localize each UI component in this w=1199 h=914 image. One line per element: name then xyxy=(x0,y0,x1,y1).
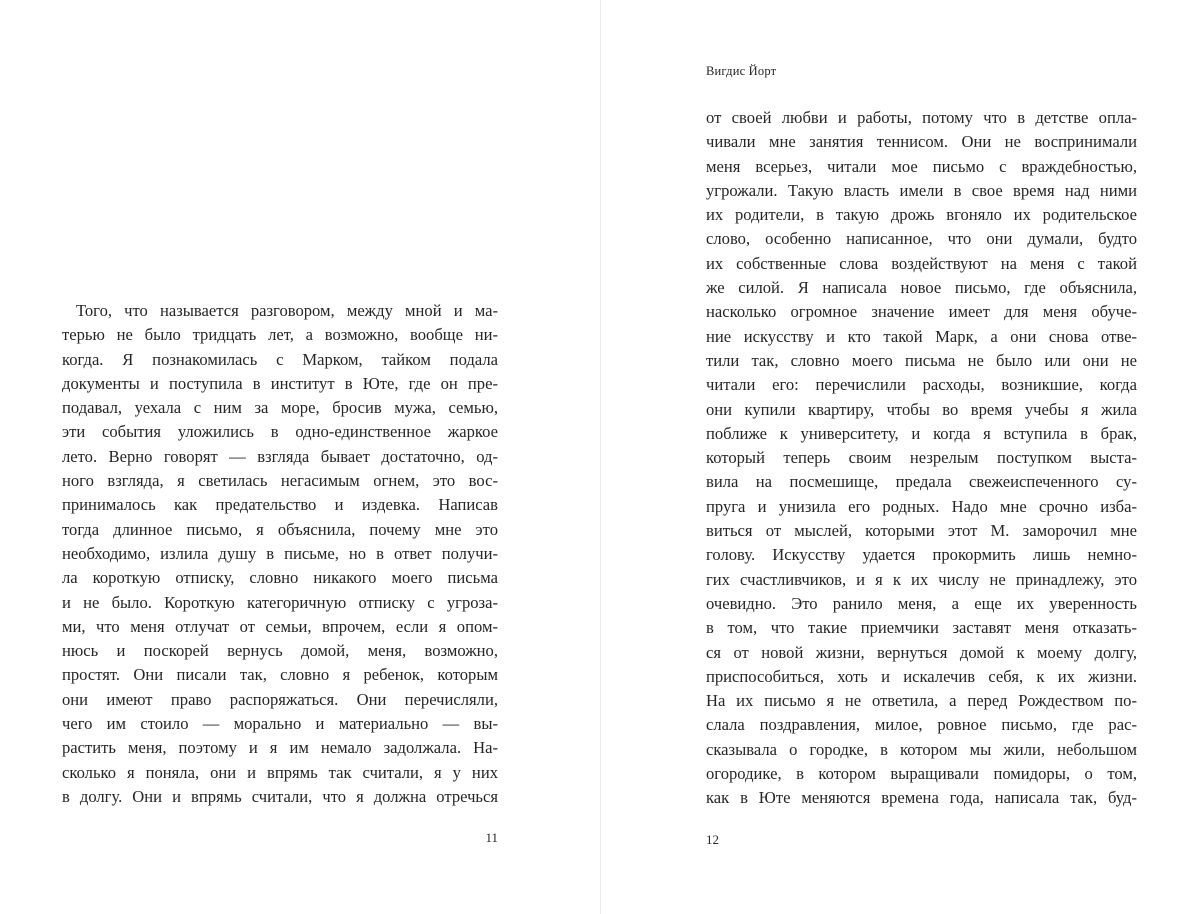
line-text: как в Юте меняются времена года, написала так, буд- xyxy=(706,788,1137,808)
text-line xyxy=(706,786,1137,810)
line-text: нюсь и поскорей вернусь домой, меня, возможно, xyxy=(62,641,498,661)
line-text: очевидно. Это ранило меня, а еще их уверенность xyxy=(706,593,1137,613)
line-text: ного взгляда, я светилась негасимым огнем, это вос- xyxy=(62,471,498,491)
text-line xyxy=(706,106,1137,130)
text-line xyxy=(706,446,1137,470)
left-page-text xyxy=(62,299,498,809)
line-text: в том, что такие приемчики заставят меня отказать- xyxy=(706,618,1137,638)
text-line xyxy=(706,349,1137,373)
text-line xyxy=(62,493,498,517)
text-line xyxy=(62,615,498,639)
line-text: терью не было тридцать лет, а возможно, вообще ни- xyxy=(62,325,498,345)
text-line xyxy=(62,785,498,809)
text-line xyxy=(62,761,498,785)
line-text: угрожали. Такую власть имели в свое время над ними xyxy=(706,180,1137,200)
text-line xyxy=(706,179,1137,203)
line-text: лето. Верно говорят — взгляда бывает достаточно, од- xyxy=(62,446,498,466)
text-line xyxy=(62,688,498,712)
line-text: чего им стоило — морально и материально — вы- xyxy=(62,714,498,734)
line-text: читали его: перечислили расходы, возникшие, когда xyxy=(706,375,1137,395)
line-text: На их письмо я не ответила, а перед Рождеством по- xyxy=(706,691,1137,711)
text-line xyxy=(62,712,498,736)
line-text: их собственные слова воздействуют на меня с такой xyxy=(706,253,1137,273)
text-line xyxy=(62,348,498,372)
line-text: голову. Искусству удается прокормить лишь немно- xyxy=(706,545,1137,565)
text-line xyxy=(706,641,1137,665)
line-text: тогда длинное письмо, я объяснила, почему мне это xyxy=(62,519,498,539)
line-text: принималось как предательство и издевка. Написав xyxy=(62,495,498,515)
text-line xyxy=(62,591,498,615)
line-text: поближе к университету, и когда я вступила в брак, xyxy=(706,423,1137,443)
text-line xyxy=(62,372,498,396)
text-line xyxy=(62,396,498,420)
text-line xyxy=(706,543,1137,567)
text-line xyxy=(706,130,1137,154)
line-text: когда. Я познакомилась с Марком, тайком подала xyxy=(62,349,498,369)
line-text: насколько огромное значение имеет для меня обуче- xyxy=(706,302,1137,322)
text-line xyxy=(706,568,1137,592)
text-line xyxy=(706,325,1137,349)
line-text: и не было. Короткую категоричную отписку с угроза- xyxy=(62,592,498,612)
line-text: вила на посмешище, предала свежеиспеченного су- xyxy=(706,472,1137,492)
text-line xyxy=(706,252,1137,276)
line-text: ми, что меня отлучат от семьи, впрочем, если я опом- xyxy=(62,616,498,636)
text-line xyxy=(706,227,1137,251)
text-line xyxy=(706,276,1137,300)
text-line xyxy=(62,639,498,663)
text-line xyxy=(62,663,498,687)
line-text: пруга и унизила его родных. Надо мне срочно изба- xyxy=(706,496,1137,516)
page-number-right: 12 xyxy=(706,832,719,847)
text-line xyxy=(706,519,1137,543)
text-line xyxy=(706,470,1137,494)
line-text: растить меня, поэтому и я им немало задолжала. На- xyxy=(62,738,498,758)
line-text: же силой. Я написала новое письмо, где объяснила, xyxy=(706,278,1137,298)
line-text: приспособиться, хоть и искалечив себя, к их жизни. xyxy=(706,666,1137,686)
right-page-text xyxy=(706,106,1137,811)
line-text: необходимо, излила душу в письме, но в ответ получи- xyxy=(62,543,498,563)
text-line xyxy=(706,422,1137,446)
text-line xyxy=(706,713,1137,737)
text-line xyxy=(706,155,1137,179)
line-text: простят. Они писали так, словно я ребенок, которым xyxy=(62,665,498,685)
line-text: от своей любви и работы, потому что в детстве опла- xyxy=(706,108,1137,127)
text-line xyxy=(62,469,498,493)
text-line xyxy=(706,592,1137,616)
running-head-author: Вигдис Йорт xyxy=(706,64,777,78)
text-line xyxy=(706,203,1137,227)
line-text: сказывала о городке, в котором мы жили, небольшом xyxy=(706,739,1137,759)
text-line xyxy=(62,323,498,347)
line-text: Того, что называется разговором, между мной и ма- xyxy=(76,301,498,320)
line-text: подавал, уехала с ним за море, бросив мужа, семью, xyxy=(62,398,498,418)
line-text: документы и поступила в институт в Юте, где он пре- xyxy=(62,373,498,393)
text-line xyxy=(62,420,498,444)
text-line xyxy=(62,518,498,542)
line-text: гих счастливчиков, и я к их числу не принадлежу, это xyxy=(706,569,1137,589)
text-line xyxy=(706,665,1137,689)
text-line xyxy=(706,398,1137,422)
text-line xyxy=(62,736,498,760)
text-line xyxy=(706,300,1137,324)
line-text: слала поздравления, милое, ровное письмо, где рас- xyxy=(706,715,1137,735)
line-text: они имеют право распоряжаться. Они перечисляли, xyxy=(62,689,498,709)
text-line xyxy=(706,689,1137,713)
line-text: их родители, в такую дрожь вгоняло их родительское xyxy=(706,205,1137,225)
line-text: ла короткую отписку, словно никакого моего письма xyxy=(62,568,498,588)
text-line xyxy=(706,616,1137,640)
line-text: меня всерьез, читали мое письмо с враждебностью, xyxy=(706,156,1137,176)
line-text: они купили квартиру, чтобы во время учебы я жила xyxy=(706,399,1137,419)
text-line xyxy=(706,495,1137,519)
text-line xyxy=(706,738,1137,762)
text-line xyxy=(706,373,1137,397)
line-text: ся от новой жизни, вернуться домой к моему долгу, xyxy=(706,642,1137,662)
line-text: виться от мыслей, которыми этот М. заморочил мне xyxy=(706,521,1137,541)
line-text: эти события уложились в одно-единственное жаркое xyxy=(62,422,498,442)
line-text: в долгу. Они и впрямь считали, что я должна отречься xyxy=(62,786,498,806)
line-text: ние искусству и кто такой Марк, а они снова отве- xyxy=(706,326,1137,346)
line-text: слово, особенно написанное, что они думали, будто xyxy=(706,229,1137,249)
text-line xyxy=(62,445,498,469)
right-page xyxy=(601,0,1199,914)
text-line xyxy=(62,566,498,590)
text-line xyxy=(62,542,498,566)
line-text: чивали мне занятия теннисом. Они не воспринимали xyxy=(706,132,1137,152)
text-line xyxy=(62,299,498,323)
line-text: сколько я поняла, они и впрямь так считали, я у них xyxy=(62,762,498,782)
line-text: огородике, в котором выращивали помидоры, о том, xyxy=(706,764,1137,784)
line-text: который теперь своим незрелым поступком выста- xyxy=(706,448,1137,468)
text-line xyxy=(706,762,1137,786)
page-number-left: 11 xyxy=(485,830,498,845)
line-text: тили так, словно моего письма не было или они не xyxy=(706,350,1137,370)
